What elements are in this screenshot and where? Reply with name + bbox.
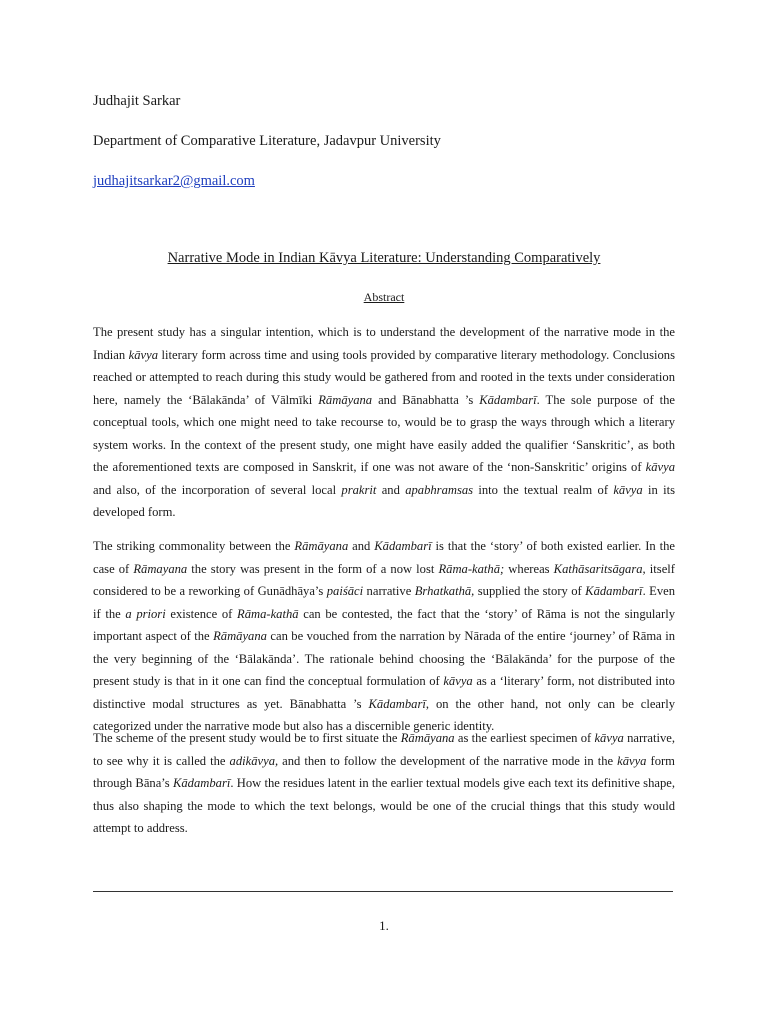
footer-divider	[93, 891, 673, 892]
author-affiliation: Department of Comparative Literature, Jadavpur University	[93, 133, 441, 149]
author-name: Judhajit Sarkar	[93, 93, 181, 109]
page-number: 1.	[379, 918, 389, 933]
abstract-paragraph-1: The present study has a singular intention, which is to understand the development of the narrative mode in the Indian kāvya literary form across time and using tools provided by comparative literary methodology. Conclusions reached or attempted to reach during this study would be gathered from and rooted in the texts under consideration here, namely the ‘Bālakānda’ of Vālmīki Rāmāyana and Bānabhatta ’s Kādambarī. The sole purpose of the conceptual tools, which one might need to take recourse to, would be to grasp the ways through which a literary system works. In the context of the present study, one might have easily added the qualifier ‘Sanskritic’, as both the aforementioned texts are composed in Sanskrit, if one was not aware of the ‘non-Sanskritic’ origins of kāvya and also, of the incorporation of several local prakrit and apabhramsas into the textual realm of kāvya in its developed form.	[93, 325, 675, 519]
author-email-link[interactable]: judhajitsarkar2@gmail.com	[93, 173, 255, 189]
paper-title: Narrative Mode in Indian Kāvya Literature: Understanding Comparatively	[167, 250, 601, 266]
abstract-paragraph-2: The striking commonality between the Rāmāyana and Kādambarī is that the ‘story’ of both existed earlier. In the case of Rāmayana the story was present in the form of a now lost Rāma-kathā; whereas Kathāsaritsāgara, itself considered to be a reworking of Gunādhāya’s paiśāci narrative Brhatkathā, supplied the story of Kādambarī. Even if the a priori existence of Rāma-kathā can be contested, the fact that the ‘story’ of Rāma is not the singularly important aspect of the Rāmāyana can be vouched from the narration by Nārada of the entire ‘journey’ of Rāma in the very beginning of the ‘Bālakānda’. The rationale behind choosing the ‘Bālakānda’ for the purpose of the present study is that in it one can find the conceptual formulation of kāvya as a ‘literary’ form, not distributed into distinctive modal structures as yet. Bānabhatta ’s Kādambarī, on the other hand, not only can be clearly categorized under the narrative mode but also has a discernible generic identity.	[93, 539, 676, 733]
abstract-heading: Abstract	[363, 290, 405, 304]
abstract-paragraph-3: The scheme of the present study would be to first situate the Rāmāyana as the earliest specimen of kāvya narrative, to see why it is called the adikāvya, and then to follow the development of the narrative mode in the kāvya form through Bāna’s Kādambarī. How the residues latent in the earlier textual models give each text its definitive shape, thus also shaping the mode to which the text belongs, would be one of the crucial things that this study would attempt to address.	[93, 731, 676, 835]
